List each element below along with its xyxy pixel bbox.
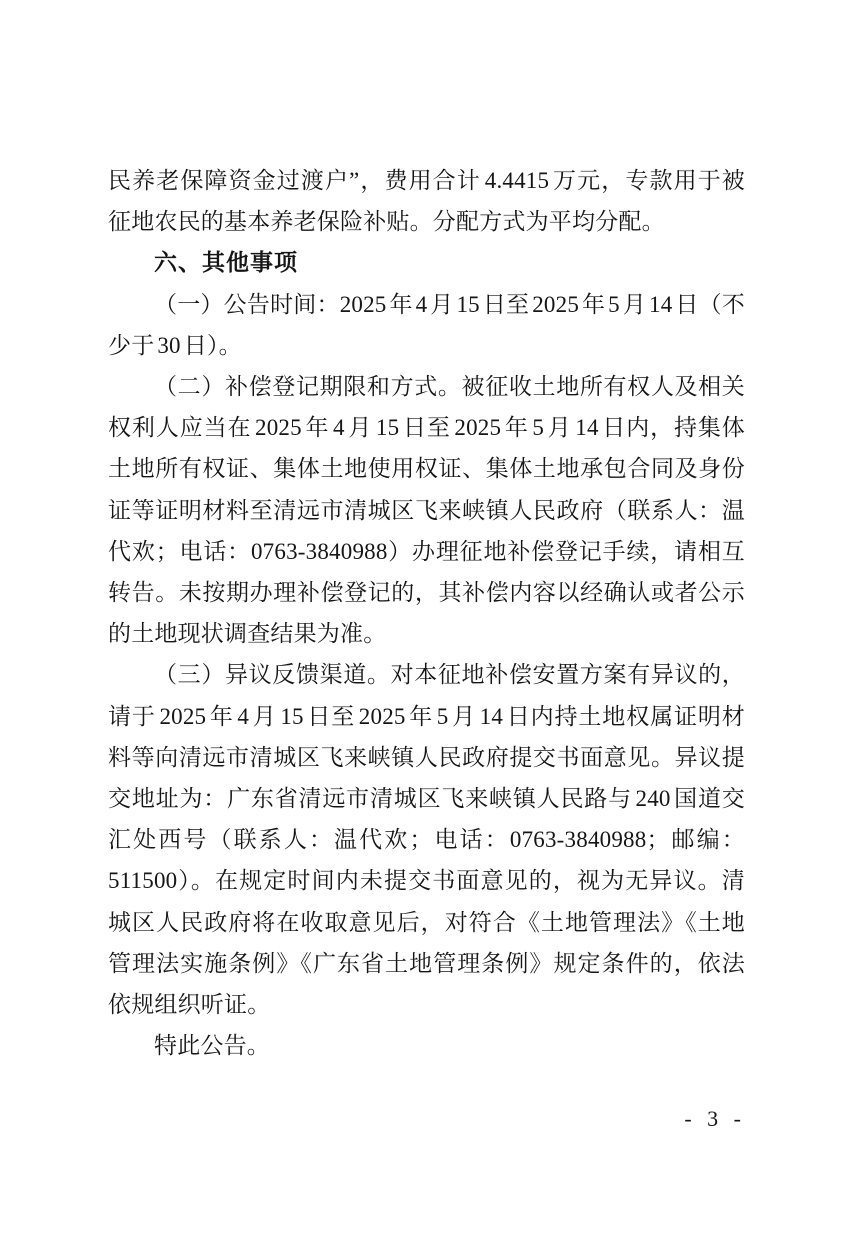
- paragraph-item-one-announcement-period: （一）公告时间：2025 年 4 月 15 日至 2025 年 5 月 14 日（不少于 30 日）。: [108, 291, 745, 358]
- paragraph-pension-fund-continuation: 民养老保障资金过渡户”，费用合计 4.4415 万元，专款用于被征地农民的基本养老保险补贴。分配方式为平均分配。: [108, 168, 745, 235]
- paragraph-closing-statement: 特此公告。: [154, 1033, 270, 1059]
- paragraph-item-two-registration: （二）补偿登记期限和方式。被征收土地所有权人及相关权利人应当在 2025 年 4 月 15 日至 2025 年 5 月 14 日内，持集体土地所有权证、集体土地使用权证、集体土地承包合同及身份证等证明材料至清远市清城区飞来峡镇人民政府（联系人：温代欢；电话：0763-3840988）办理征地补偿登记手续，请相互转告。未按期办理补偿登记的，其补偿内容以经确认或者公示的土地现状调查结果为准。: [108, 374, 745, 647]
- document-body: [108, 160, 745, 1066]
- section-heading-other-matters: 六、其他事项: [154, 249, 298, 276]
- page-number: - 3 -: [684, 1106, 746, 1131]
- paragraph-item-three-objection-channel: （三）异议反馈渠道。对本征地补偿安置方案有异议的，请于 2025 年 4 月 15 日至 2025 年 5 月 14 日内持土地权属证明材料等向清远市清城区飞来峡镇人民政府提交书面意见。异议提交地址为：广东省清远市清城区飞来峡镇人民路与 240 国道交汇处西号（联系人：温代欢；电话：0763-3840988；邮编：511500）。在规定时间内未提交书面意见的，视为无异议。清城区人民政府将在收取意见后，对符合《土地管理法》《土地管理法实施条例》《广东省土地管理条例》规定条件的，依法依规组织听证。: [108, 662, 745, 1018]
